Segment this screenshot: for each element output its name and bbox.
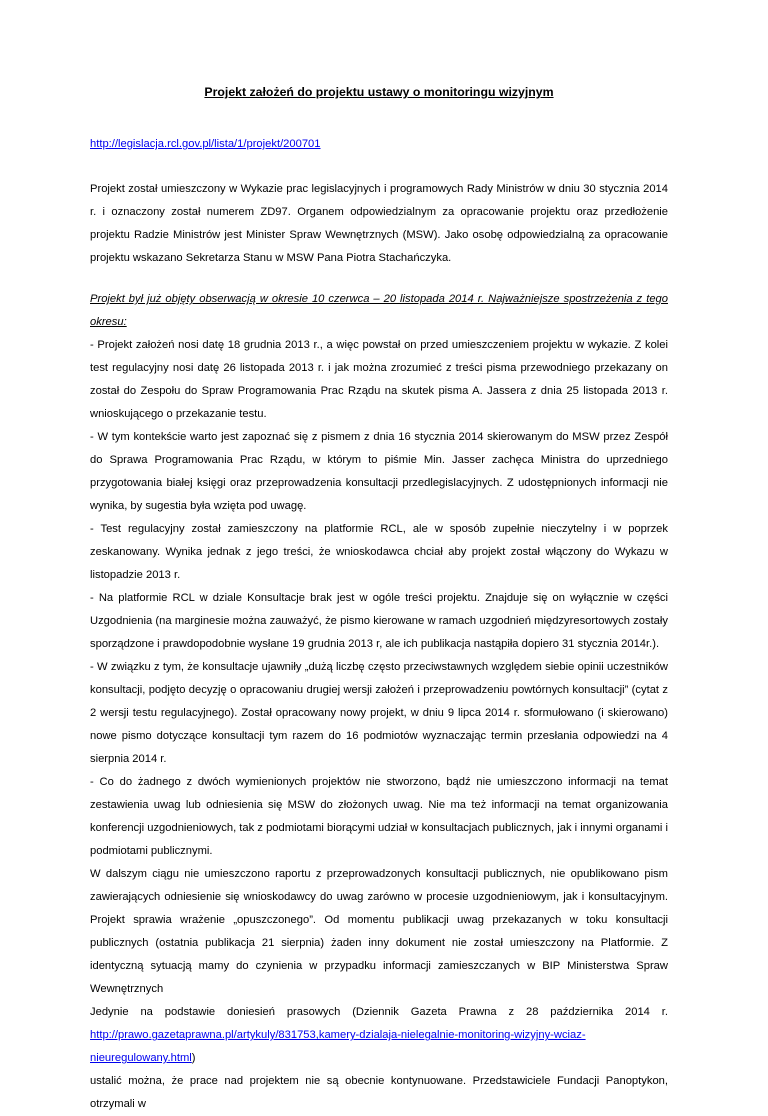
point-4: - Na platformie RCL w dziale Konsultacje brak jest w ogóle treści projektu. Znajduje się on wyłącznie w części Uzgodnienia (na marginesie można zauważyć, że pismo kierowane w ramach uzgodnień międzyresortowych zostały sporządzone i prawdopodobnie wysłane 19 grudnia 2013 r, ale ich publikacja nastąpiła dopiero 31 stycznia 2014r.). bbox=[90, 592, 668, 650]
point-2: - W tym kontekście warto jest zapoznać się z pismem z dnia 16 stycznia 2014 skierowanym do MSW przez Zespół do Sprawa Programowania Prac Rządu, w którym to piśmie Min. Jasser zachęca Ministra do uprzedniego przygotowania białej księgi oraz przeprowadzenia konsultacji przedlegislacyjnych. Z udostępnionych informacji nie wynika, by sugestia była wzięta pod uwagę. bbox=[90, 431, 668, 512]
intro-paragraph: Projekt został umieszczony w Wykazie prac legislacyjnych i programowych Rady Ministrów w dniu 30 stycznia 2014 r. i oznaczony został numerem ZD97. Organem odpowiedzialnym za opracowanie projektu oraz przedłożenie projektu Radzie Ministrów jest Minister Spraw Wewnętrznych (MSW). Jako osobę odpowiedzialną za opracowanie projektu wskazano Sekretarza Stanu w MSW Pana Piotra Stachańczyka. bbox=[90, 183, 668, 264]
closing-paragraph: ustalić można, że prace nad projektem nie są obecnie kontynuowane. Przedstawiciele Fundacji Panoptykon, otrzymali w bbox=[90, 1075, 668, 1110]
point-1: - Projekt założeń nosi datę 18 grudnia 2013 r., a więc powstał on przed umieszczeniem projektu w wykazie. Z kolei test regulacyjny nosi datę 26 listopada 2013 r. i jak można zrozumieć z treści pisma przewodniego przekazany on został do Zespołu do Spraw Programowania Prac Rządu na skutek pisma A. Jassera z dnia 25 listopada 2013 r. wnioskującego o przekazanie testu. bbox=[90, 339, 668, 420]
press-link[interactable]: http://prawo.gazetaprawna.pl/artykuly/831753,kamery-dzialaja-nielegalnie-monitoring-wizyjny-wciaz-nieuregulowany.html bbox=[90, 1029, 586, 1064]
point-5: - W związku z tym, że konsultacje ujawniły „dużą liczbę często przeciwstawnych względem siebie opinii uczestników konsultacji, podjęto decyzję o opracowaniu drugiej wersji założeń i przeprowadzeniu powtórnych konsultacji” (cytat z 2 wersji testu regulacyjnego). Został opracowany nowy projekt, w dniu 9 lipca 2014 r. sformułowano (i skierowano) nowe pismo dotyczące konsultacji tym razem do 16 podmiotów wyznaczając termin przesłania odpowiedzi na 4 sierpnia 2014 r. bbox=[90, 661, 668, 765]
observation-heading-text: Projekt był już objęty obserwacją w okresie 10 czerwca – 20 listopada 2014 r. Najważniejsze spostrzeżenia z tego okresu: bbox=[90, 293, 668, 328]
point-3: - Test regulacyjny został zamieszczony na platformie RCL, ale w sposób zupełnie nieczytelny i w poprzek zeskanowany. Wynika jednak z jego treści, że wnioskodawca chciał aby projekt został włączony do Wykazu w listopadzie 2013 r. bbox=[90, 523, 668, 581]
further-paragraph: W dalszym ciągu nie umieszczono raportu z przeprowadzonych konsultacji publicznych, nie opublikowano pism zawierających odniesienie się wnioskodawcy do uwag zarówno w procesie uzgodnieniowym, jak i konsultacyjnym. Projekt sprawia wrażenie „opuszczonego”. Od momentu publikacji uwag przekazanych w toku konsultacji publicznych (ostatnia publikacja 21 sierpnia) żaden inny dokument nie został umieszczony na Platformie. Z identyczną sytuacją mamy do czynienia w przypadku informacji zamieszczanych w BIP Ministerstwa Spraw Wewnętrznych bbox=[90, 868, 668, 995]
source-link-block bbox=[90, 136, 668, 152]
source-link[interactable]: http://legislacja.rcl.gov.pl/lista/1/projekt/200701 bbox=[90, 138, 321, 150]
observation-heading bbox=[90, 288, 668, 334]
press-link-close: ) bbox=[191, 1052, 196, 1064]
point-6: - Co do żadnego z dwóch wymienionych projektów nie stworzono, bądź nie umieszczono informacji na temat zestawienia uwag lub odniesienia się MSW do złożonych uwag. Nie ma też informacji na temat organizowania konferencji uzgodnieniowych, tak z podmiotami biorącymi udział w konsultacjach publicznych, jak i innymi organami i podmiotami publicznymi. bbox=[90, 776, 668, 857]
press-lead: Jedynie na podstawie doniesień prasowych (Dziennik Gazeta Prawna z 28 października 2014 r. bbox=[90, 1006, 668, 1018]
document-title: Projekt założeń do projektu ustawy o monitoringu wizyjnym bbox=[204, 85, 554, 99]
press-link-line bbox=[90, 1024, 668, 1070]
